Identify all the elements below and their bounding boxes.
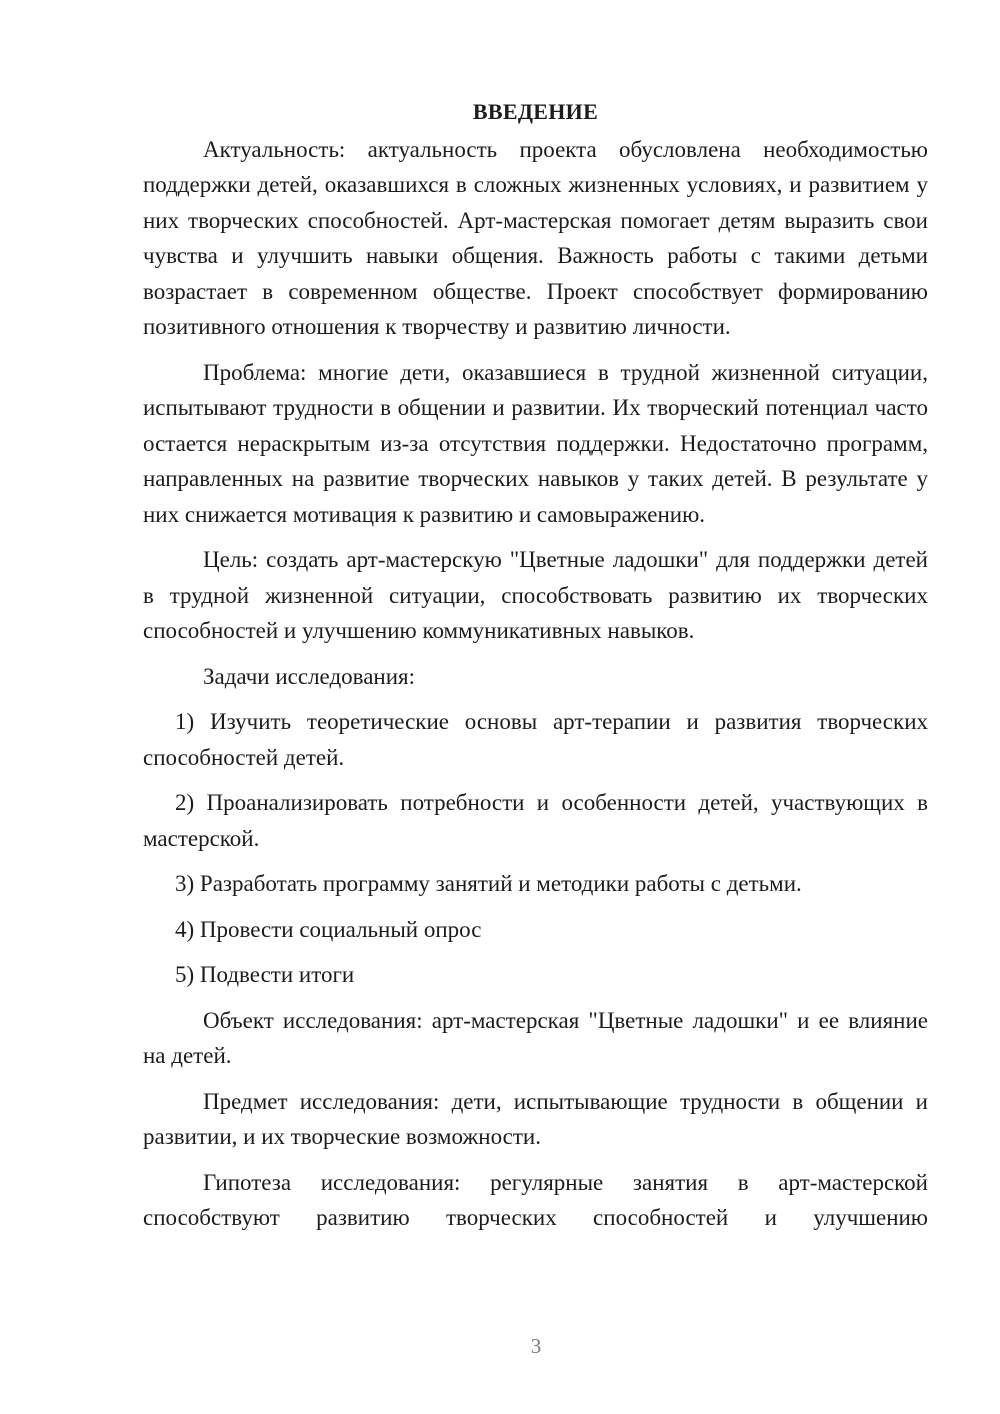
task-item-5: 5) Подвести итоги <box>175 962 355 987</box>
section-title: ВВЕДЕНИЕ <box>472 99 599 124</box>
subject-paragraph: Предмет исследования: дети, испытывающие трудности в общении и развитии, и их творческие возможности. <box>143 1088 928 1149</box>
page-content <box>143 94 928 1236</box>
tasks-heading: Задачи исследования: <box>203 663 416 689</box>
hypothesis-paragraph: Гипотеза исследования: регулярные занятия в арт-мастерской способствуют развитию творческих способностей и улучшению <box>143 1169 928 1230</box>
task-item-2: 2) Проанализировать потребности и особенности детей, участвующих в мастерской. <box>143 790 928 851</box>
page-number: 3 <box>530 1334 542 1358</box>
task-item-1: 1) Изучить теоретические основы арт-терапии и развития творческих способностей детей. <box>143 709 928 770</box>
problem-paragraph: Проблема: многие дети, оказавшиеся в трудной жизненной ситуации, испытывают трудности в общении и развитии. Их творческий потенциал часто остается нераскрытым из-за отсутствия поддержки. Недостаточно программ, направленных на развитие творческих навыков у таких детей. В результате у них снижается мотивация к развитию и самовыражению. <box>143 359 928 527</box>
relevance-paragraph: Актуальность: актуальность проекта обусловлена необходимостью поддержки детей, оказавшихся в сложных жизненных условиях, и развитием у них творческих способностей. Арт-мастерская помогает детям выразить свои чувства и улучшить навыки общения. Важность работы с такими детьми возрастает в современном обществе. Проект способствует формированию позитивного отношения к творчеству и развитию личности. <box>143 136 928 339</box>
task-item-4: 4) Провести социальный опрос <box>175 916 482 942</box>
task-item-3: 3) Разработать программу занятий и методики работы с детьми. <box>175 871 802 896</box>
goal-paragraph: Цель: создать арт-мастерскую "Цветные ладошки" для поддержки детей в трудной жизненной ситуации, способствовать развитию их творческих способностей и улучшению коммуникативных навыков. <box>143 547 928 643</box>
object-paragraph: Объект исследования: арт-мастерская "Цветные ладошки" и ее влияние на детей. <box>143 1007 928 1068</box>
